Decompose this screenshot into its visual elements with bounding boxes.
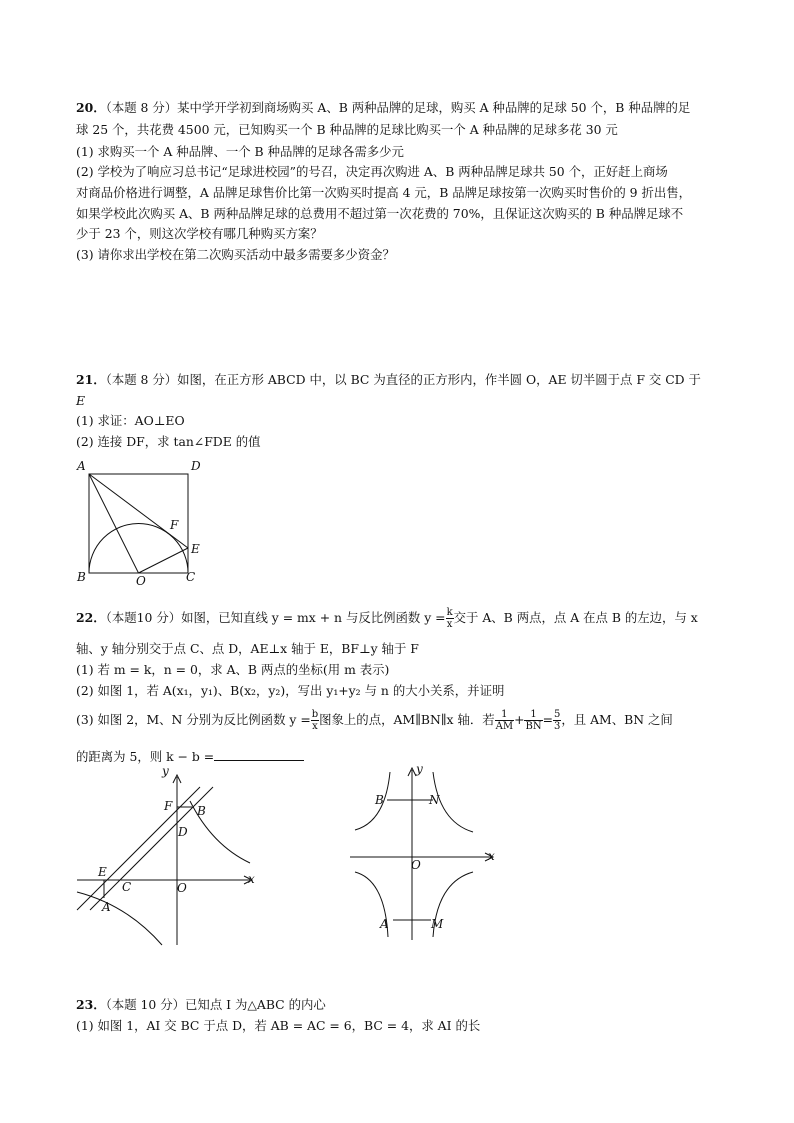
fig2-label-n: N	[429, 793, 440, 807]
fig1-label-d: D	[178, 825, 188, 839]
fig2-label-x: x	[488, 849, 495, 863]
q22-text-5c: ，且 AM、BN 之间	[561, 712, 673, 727]
q22-equals: =	[542, 712, 553, 727]
q20-part-1: (1) 求购买一个 A 种品牌、一个 B 种品牌的足球各需多少元	[76, 144, 404, 159]
hyperbola-branch-ul	[355, 772, 390, 830]
fig2-label-y: y	[416, 762, 423, 776]
q21-part-2: (2) 连接 DF，求 tan∠FDE 的值	[76, 434, 261, 449]
fig1-label-o: O	[177, 881, 187, 895]
q22-figure-2	[345, 762, 500, 942]
q20-line-1	[76, 100, 726, 116]
q21-text-1: （本题 8 分）如图，在正方形 ABCD 中，以 BC 为直径的正方形内，作半圆 O，AE 切半圆于点 F 交 CD 于	[105, 372, 701, 387]
q22-line-1	[76, 607, 726, 630]
fig1-label-c: C	[122, 880, 132, 894]
q21-line-2: E	[76, 393, 86, 408]
q22-plus: +	[514, 712, 525, 727]
q23-line-1	[76, 997, 726, 1013]
segment-oe	[139, 548, 189, 573]
fig1-label-f: F	[164, 799, 173, 813]
label-o: O	[136, 574, 146, 588]
label-f: F	[170, 518, 179, 532]
fig2-label-b: B	[375, 793, 384, 807]
label-e: E	[191, 542, 200, 556]
label-d: D	[191, 459, 201, 473]
q23-number: 23．	[76, 997, 106, 1012]
q22-text-1b: 交于 A、B 两点，点 A 在点 B 的左边，与 x	[453, 610, 698, 625]
q21-number: 21．	[76, 372, 106, 387]
line-2	[90, 787, 213, 910]
q22-text-5b: 图象上的点，AM∥BN∥x 轴．若	[319, 712, 495, 727]
q22-part-2: (2) 如图 1，若 A(x₁，y₁)、B(x₂，y₂)，写出 y₁+y₂ 与 n 的大小关系，并证明	[76, 683, 505, 698]
label-c: C	[186, 570, 196, 584]
fig2-label-m: M	[431, 917, 444, 931]
q22-frac-k-over-x: $\frac{k}{x}$	[446, 607, 453, 630]
q21-part-1: (1) 求证：AO⊥EO	[76, 413, 185, 428]
q22-part-1: (1) 若 m = k，n = 0，求 A、B 两点的坐标(用 m 表示)	[76, 662, 390, 677]
fig2-label-o: O	[411, 858, 421, 872]
fig1-label-e: E	[98, 865, 107, 879]
answer-blank[interactable]	[214, 748, 304, 761]
q20-line-7: 少于 23 个，则这次学校有哪几种购买方案？	[76, 226, 323, 241]
q22-figure-1	[72, 765, 262, 950]
q20-line-2: 球 25 个，共花费 4500 元，已知购买一个 B 种品牌的足球比购买一个 A 种品牌的足球多花 30 元	[76, 122, 618, 137]
q20-line-5: 对商品价格进行调整，A 品牌足球售价比第一次购买时提高 4 元，B 品牌足球按第一次购买时售价的 9 折出售，	[76, 185, 692, 200]
segment-ae	[89, 474, 188, 548]
q22-line-2: 轴、y 轴分别交于点 C、点 D，AE⊥x 轴于 E，BF⊥y 轴于 F	[76, 641, 419, 656]
fig2-label-a: A	[380, 917, 389, 931]
q22-text-1a: （本题10 分）如图，已知直线 y = mx + n 与反比例函数 y =	[105, 610, 446, 625]
q22-text-6: 的距离为 5，则 k − b =	[76, 749, 215, 764]
q20-part-2: (2) 学校为了响应习总书记“足球进校园”的号召，决定再次购进 A、B 两种品牌足球共 50 个，正好赶上商场	[76, 164, 668, 179]
q20-part-3: (3) 请你求出学校在第二次购买活动中最多需要多少资金？	[76, 247, 395, 262]
q22-number: 22．	[76, 610, 106, 625]
q20-text-1: （本题 8 分）某中学开学初到商场购买 A、B 两种品牌的足球，购买 A 种品牌的足球 50 个，B 种品牌的足	[105, 100, 691, 115]
fig1-label-x: x	[248, 872, 255, 886]
fig1-label-a: A	[102, 900, 111, 914]
hyperbola-branch-lower-1	[77, 892, 162, 945]
label-a: A	[77, 459, 86, 473]
fig1-label-b: B	[197, 804, 206, 818]
q20-line-6: 如果学校此次购买 A、B 两种品牌足球的总费用不超过第一次花费的 70%，且保证这次购买的 B 种品牌足球不	[76, 206, 684, 221]
q22-part-3	[76, 708, 726, 732]
q20-number: 20．	[76, 100, 106, 115]
q23-text-1: （本题 10 分）已知点 I 为△ABC 的内心	[105, 997, 326, 1012]
q22-frac-b-over-x: $\frac{b}{x}$	[311, 709, 319, 732]
q21-square-figure	[70, 455, 210, 590]
label-b: B	[77, 570, 86, 584]
q22-frac-5-over-3: $\frac{5}{3}$	[553, 709, 561, 732]
q21-line-1	[76, 372, 726, 388]
q22-frac-1-over-bn: $\frac{1}{BN}$	[525, 709, 542, 732]
q23-part-1: (1) 如图 1，AI 交 BC 于点 D，若 AB = AC = 6，BC = 4，求 AI 的长	[76, 1018, 481, 1033]
fig1-label-y: y	[162, 765, 169, 778]
q22-frac-1-over-am: $\frac{1}{AM}$	[495, 709, 514, 732]
q22-text-5a: (3) 如图 2，M、N 分别为反比例函数 y =	[76, 712, 311, 727]
